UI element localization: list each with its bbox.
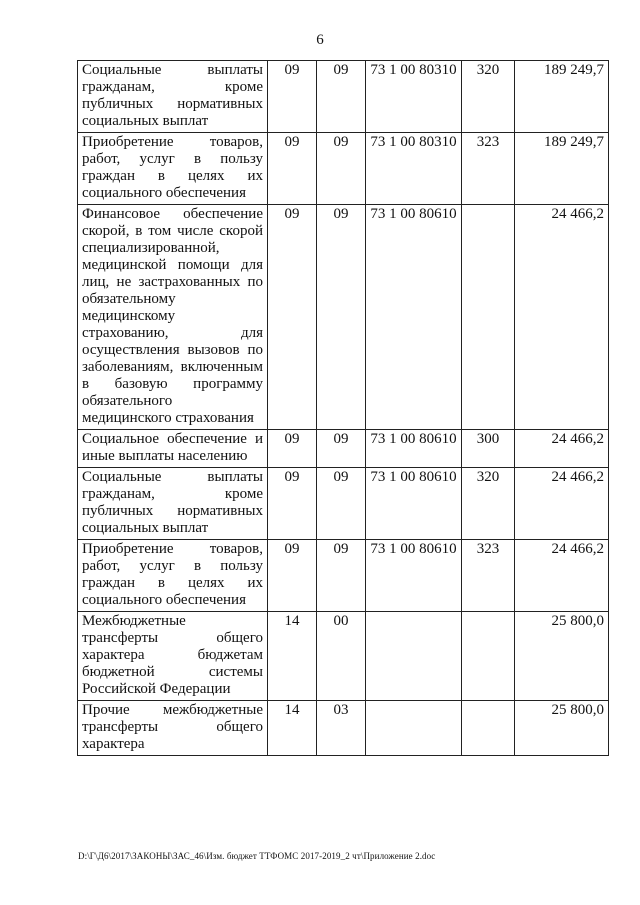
table-row <box>78 430 609 468</box>
table-row <box>78 61 609 133</box>
amount-cell: 189 249,7 <box>515 61 609 133</box>
section-code-cell: 14 <box>268 612 317 701</box>
row-name-cell: Финансовое обеспечение скорой, в том числе скорой специализированной, медицинской помощи для лиц, не застрахованных по обязательному медицинскому страхованию, для осуществления вызовов по заболеваниям, включенным в базовую программу обязательного медицинского страхования <box>78 205 268 430</box>
target-article-cell: 73 1 00 80610 <box>366 430 462 468</box>
budget-table <box>77 60 609 756</box>
subsection-code-cell: 09 <box>317 205 366 430</box>
expense-type-cell <box>462 612 515 701</box>
section-code-cell: 14 <box>268 701 317 756</box>
target-article-cell: 73 1 00 80610 <box>366 540 462 612</box>
subsection-code-cell: 09 <box>317 133 366 205</box>
file-path-footer: D:\Г\Д6\2017\ЗАКОНЫ\ЗАС_46\Изм. бюджет ТТФОМС 2017-2019_2 чт\Приложение 2.doc <box>78 851 436 861</box>
expense-type-cell: 300 <box>462 430 515 468</box>
row-name-cell: Межбюджетные трансферты общего характера бюджетам бюджетной системы Российской Федерации <box>78 612 268 701</box>
expense-type-cell <box>462 701 515 756</box>
subsection-code-cell: 09 <box>317 540 366 612</box>
amount-cell: 24 466,2 <box>515 540 609 612</box>
amount-cell: 25 800,0 <box>515 612 609 701</box>
row-name-cell: Социальные выплаты гражданам, кроме публичных нормативных социальных выплат <box>78 468 268 540</box>
amount-cell: 24 466,2 <box>515 430 609 468</box>
amount-cell: 189 249,7 <box>515 133 609 205</box>
subsection-code-cell: 09 <box>317 430 366 468</box>
section-code-cell: 09 <box>268 430 317 468</box>
section-code-cell: 09 <box>268 468 317 540</box>
amount-cell: 24 466,2 <box>515 468 609 540</box>
target-article-cell: 73 1 00 80310 <box>366 133 462 205</box>
section-code-cell: 09 <box>268 205 317 430</box>
amount-cell: 25 800,0 <box>515 701 609 756</box>
table-row <box>78 133 609 205</box>
amount-cell: 24 466,2 <box>515 205 609 430</box>
row-name-cell: Социальное обеспечение и иные выплаты населению <box>78 430 268 468</box>
subsection-code-cell: 09 <box>317 468 366 540</box>
table-row <box>78 540 609 612</box>
row-name-cell: Социальные выплаты гражданам, кроме публичных нормативных социальных выплат <box>78 61 268 133</box>
row-name-cell: Приобретение товаров, работ, услуг в пользу граждан в целях их социального обеспечения <box>78 133 268 205</box>
subsection-code-cell: 09 <box>317 61 366 133</box>
table-row <box>78 468 609 540</box>
subsection-code-cell: 03 <box>317 701 366 756</box>
expense-type-cell: 323 <box>462 540 515 612</box>
expense-type-cell <box>462 205 515 430</box>
target-article-cell: 73 1 00 80610 <box>366 205 462 430</box>
expense-type-cell: 320 <box>462 61 515 133</box>
table-row <box>78 701 609 756</box>
section-code-cell: 09 <box>268 133 317 205</box>
target-article-cell: 73 1 00 80310 <box>366 61 462 133</box>
page-number: 6 <box>316 32 324 48</box>
table-row <box>78 205 609 430</box>
table-row <box>78 612 609 701</box>
section-code-cell: 09 <box>268 61 317 133</box>
expense-type-cell: 320 <box>462 468 515 540</box>
target-article-cell: 73 1 00 80610 <box>366 468 462 540</box>
row-name-cell: Прочие межбюджетные трансферты общего характера <box>78 701 268 756</box>
section-code-cell: 09 <box>268 540 317 612</box>
target-article-cell <box>366 612 462 701</box>
row-name-cell: Приобретение товаров, работ, услуг в пользу граждан в целях их социального обеспечения <box>78 540 268 612</box>
target-article-cell <box>366 701 462 756</box>
subsection-code-cell: 00 <box>317 612 366 701</box>
expense-type-cell: 323 <box>462 133 515 205</box>
